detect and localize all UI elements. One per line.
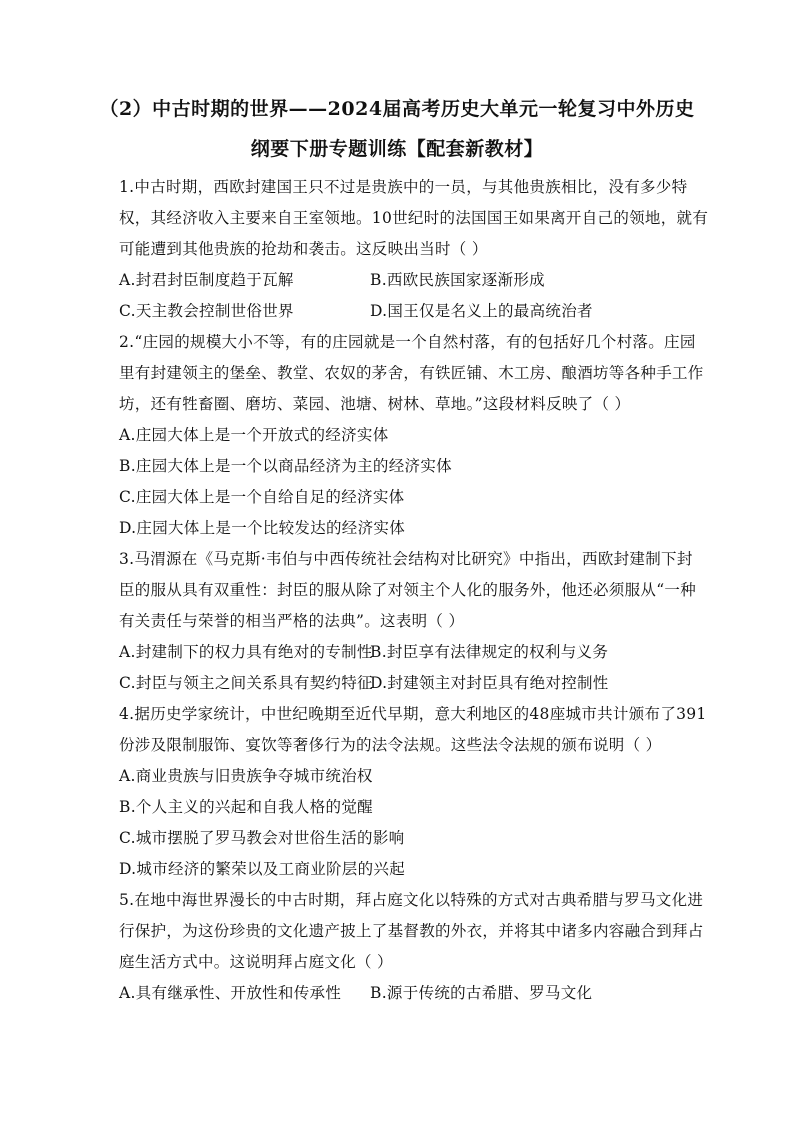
q3-stem-line-3: 有关责任与荣誉的相当严格的法典”。这表明（ ）	[119, 612, 465, 630]
q3-option-a: A.封建制下的权力具有绝对的专制性	[119, 643, 373, 661]
q4-option-d: D.城市经济的繁荣以及工商业阶层的兴起	[119, 860, 406, 878]
q5-option-b: B.源于传统的古希腊、罗马文化	[370, 984, 593, 1002]
q2-stem-line-2: 里有封建领主的堡垒、教堂、农奴的茅舍，有铁匠铺、木工房、酿酒坊等各种手工作	[119, 364, 704, 382]
q3-option-b: B.封臣享有法律规定的权利与义务	[370, 643, 609, 661]
q2-stem-line-1: 2.“庄园的规模大小不等，有的庄园就是一个自然村落，有的包括好几个村落。庄园	[119, 333, 696, 351]
q5-stem-line-1: 5.在地中海世界漫长的中古时期，拜占庭文化以特殊的方式对古典希腊与罗马文化进	[119, 891, 704, 909]
q4-stem-line-1: 4.据历史学家统计，中世纪晚期至近代早期，意大利地区的48座城市共计颁布了391	[119, 705, 707, 723]
q5-stem-line-2: 行保护，为这份珍贵的文化遗产披上了基督教的外衣，并将其中诸多内容融合到拜占	[119, 922, 704, 940]
q1-option-d: D.国王仅是名义上的最高统治者	[370, 302, 593, 320]
q4-option-a: A.商业贵族与旧贵族争夺城市统治权	[119, 767, 373, 785]
q4-option-c: C.城市摆脱了罗马教会对世俗生活的影响	[119, 829, 405, 847]
q1-stem-line-2: 权，其经济收入主要来自王室领地。10世纪时的法国国王如果离开自己的领地，就有	[119, 209, 709, 227]
q5-stem-line-3: 庭生活方式中。这说明拜占庭文化（ ）	[119, 953, 393, 971]
document-title-line-1: （2）中古时期的世界——2024届高考历史大单元一轮复习中外历史	[99, 98, 695, 120]
document-title-line-2: 纲要下册专题训练【配套新教材】	[250, 138, 544, 160]
q1-option-c: C.天主教会控制世俗世界	[119, 302, 294, 320]
q5-option-a: A.具有继承性、开放性和传承性	[119, 984, 342, 1002]
q4-option-b: B.个人主义的兴起和自我人格的觉醒	[119, 798, 373, 816]
q1-option-b: B.西欧民族国家逐渐形成	[370, 271, 545, 289]
q2-option-c: C.庄园大体上是一个自给自足的经济实体	[119, 488, 405, 506]
q2-option-b: B.庄园大体上是一个以商品经济为主的经济实体	[119, 457, 452, 475]
q4-stem-line-2: 份涉及限制服饰、宴饮等奢侈行为的法令法规。这些法令法规的颁布说明（ ）	[119, 736, 662, 754]
q2-option-d: D.庄园大体上是一个比较发达的经济实体	[119, 519, 406, 537]
q3-stem-line-2: 臣的服从具有双重性：封臣的服从除了对领主个人化的服务外，他还必须服从“一种	[119, 581, 697, 599]
q1-stem-line-3: 可能遭到其他贵族的抢劫和袭击。这反映出当时（ ）	[119, 240, 488, 258]
q2-stem-line-3: 坊，还有牲畜圈、磨坊、菜园、池塘、树林、草地。”这段材料反映了（ ）	[119, 395, 631, 413]
q3-option-c: C.封臣与领主之间关系具有契约特征	[119, 674, 373, 692]
q2-option-a: A.庄园大体上是一个开放式的经济实体	[119, 426, 389, 444]
q1-option-a: A.封君封臣制度趋于瓦解	[119, 271, 294, 289]
q3-option-d: D.封建领主对封臣具有绝对控制性	[370, 674, 609, 692]
q3-stem-line-1: 3.马渭源在《马克斯·韦伯与中西传统社会结构对比研究》中指出，西欧封建制下封	[119, 550, 693, 568]
q1-stem-line-1: 1.中古时期，西欧封建国王只不过是贵族中的一员，与其他贵族相比，没有多少特	[119, 178, 688, 196]
